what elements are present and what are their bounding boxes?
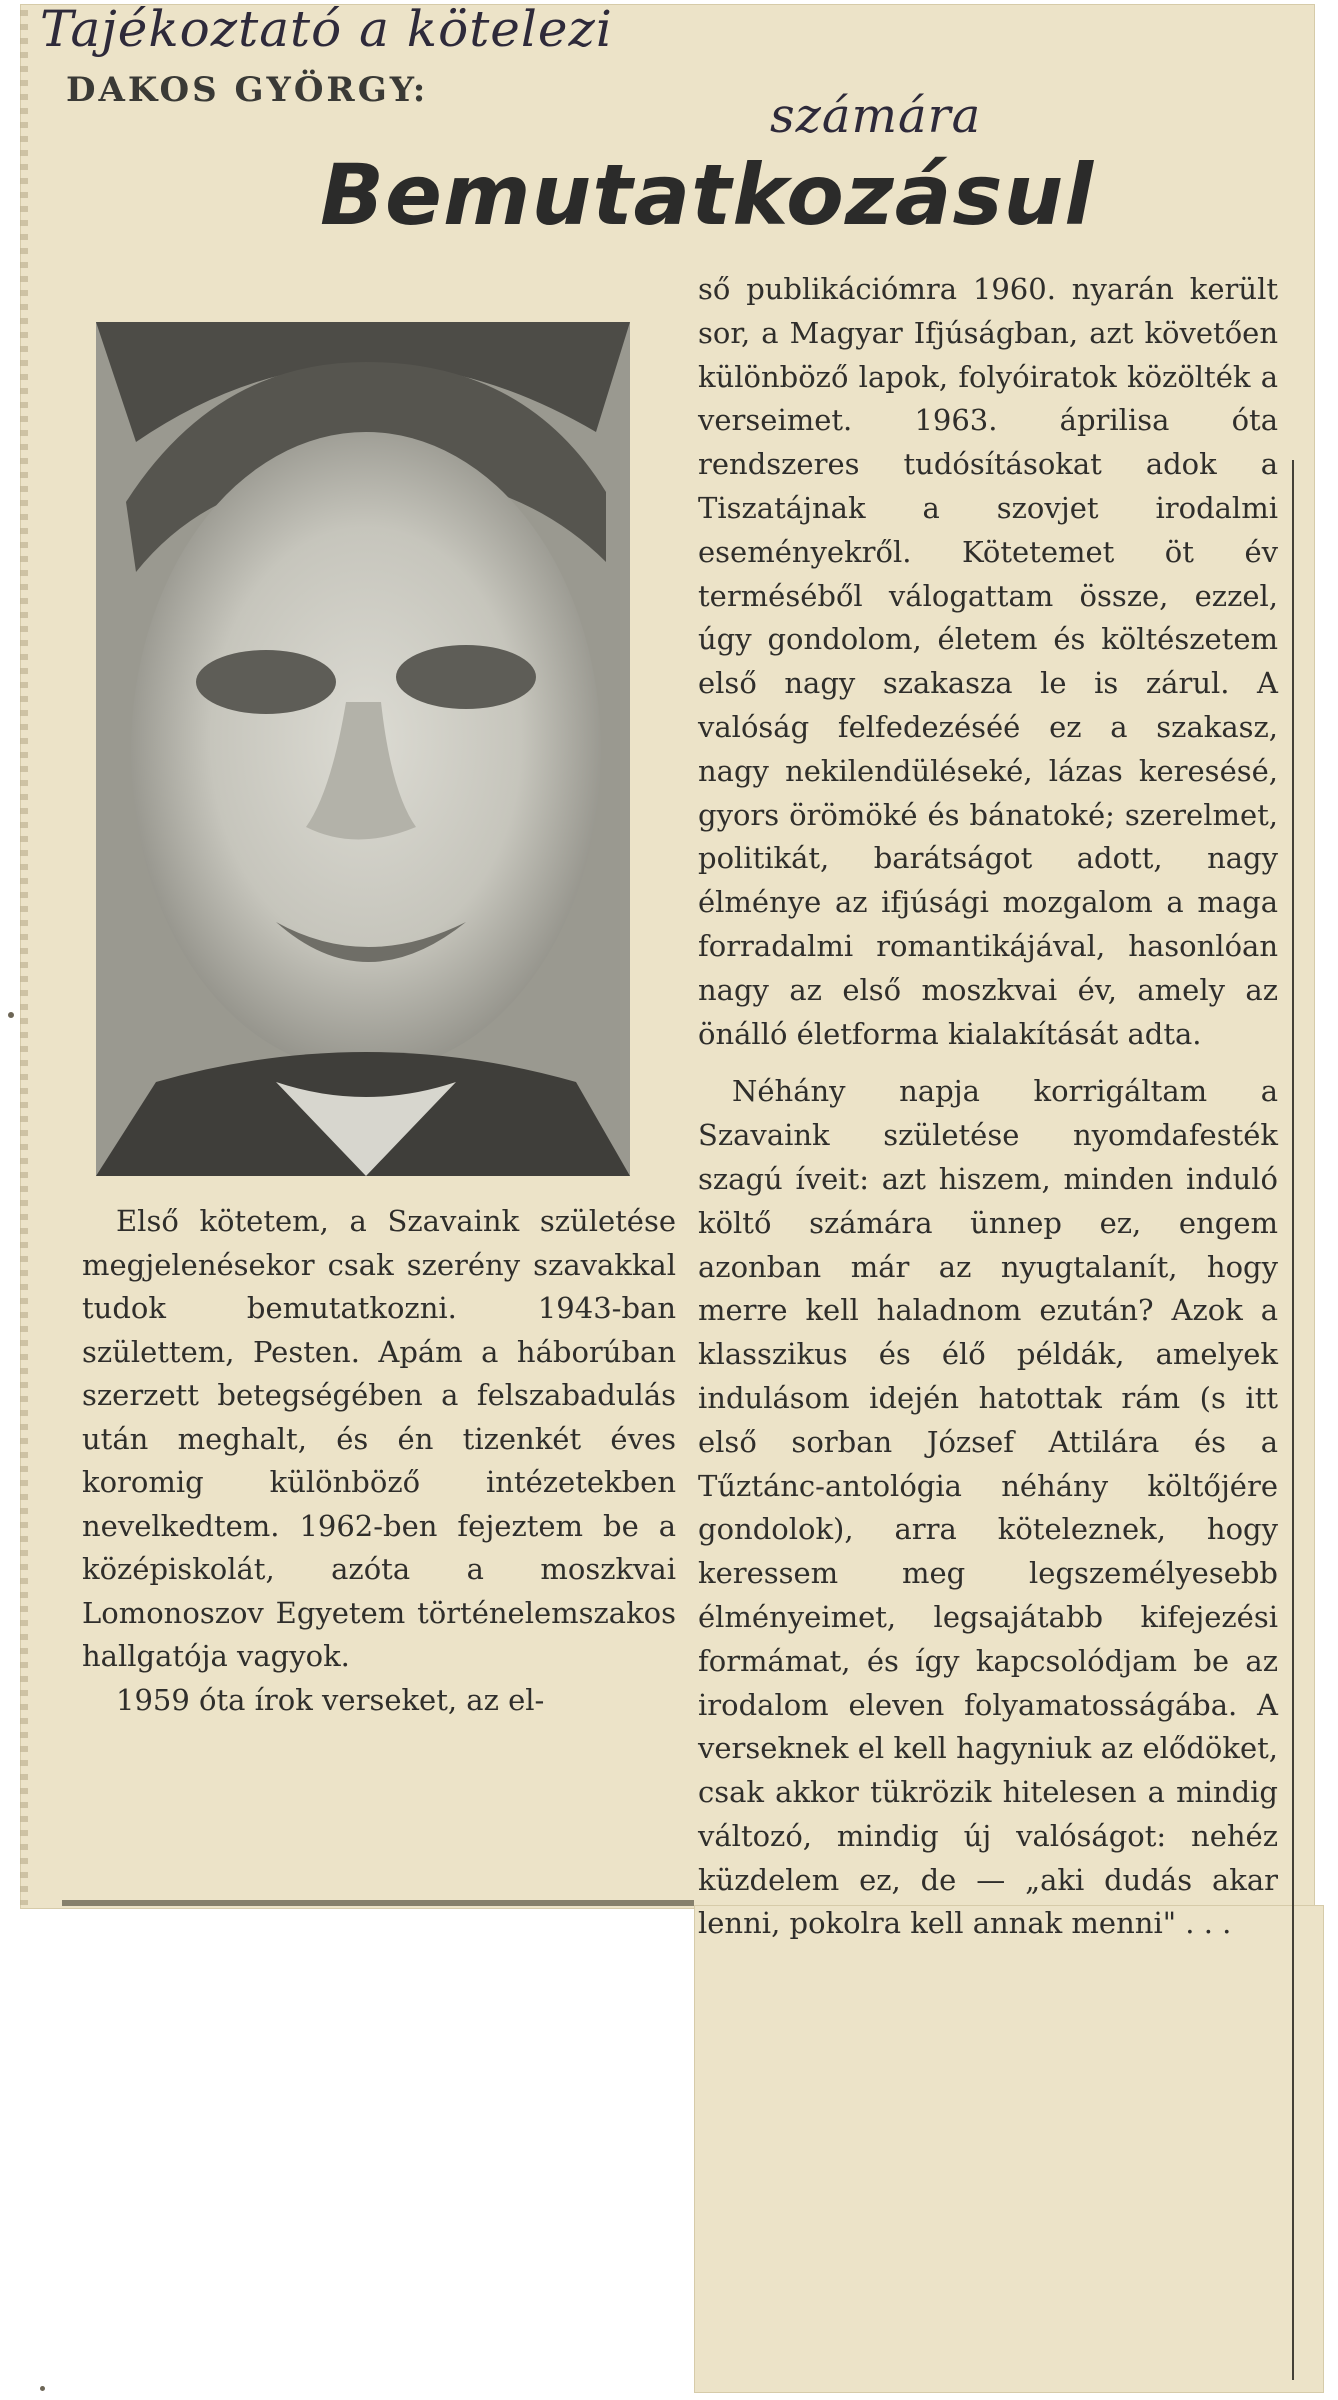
author-byline: DAKOS GYÖRGY: (66, 70, 429, 110)
portrait-image (96, 322, 630, 1176)
right-paragraph-1: ső publikációmra 1960. nyarán került sor, a Magyar Ifjúságban, azt követően különböző lapok, folyóiratok közölték a verseimet. 1963. áprilisa óta rendszeres tudósításokat adok a Tiszatájnak a szovjet irodalmi eseményekről. Kötetemet öt év terméséből válogattam össze, ezzel, úgy gondolom, életem és költészetem első nagy szakasza le is zárul. A valóság felfedezéséé ez a szakasz, nagy nekilendüléseké, lázas keresésé, gyors örömöké és bánatoké; szerelmet, politikát, barátságot adott, nagy élménye az ifjúsági mozgalom a maga forradalmi romantikájával, hasonlóan nagy az első moszkvai év, amely az önálló életforma kialakítását adta. (698, 272, 1278, 1051)
right-column (698, 268, 1278, 1946)
clipping-bottom-edge (62, 1900, 694, 1906)
column-rule-right (1292, 460, 1294, 2380)
left-paragraph-1: Első kötetem, a Szavaink születése megjelenésekor csak szerény szavakkal tudok bemutatkozni. 1943-ban születtem, Pesten. Apám a háborúban szerzett betegségében a felszabadulás után meghalt, és én tizenkét éves koromig különböző intézetekben nevelkedtem. 1962-ben fejeztem be a középiskolát, azóta a moszkvai Lomonoszov Egyetem történelemszakos hallgatója vagyok. (82, 1204, 676, 1673)
paper-speck (40, 2386, 45, 2391)
left-paragraph-2: 1959 óta írok verseket, az el- (116, 1682, 545, 1717)
clipping-right-tail (694, 1905, 1324, 2393)
paper-speck (8, 1012, 14, 1018)
paragraph-gap (698, 1056, 1278, 1070)
left-column (82, 1200, 676, 1722)
handwritten-note-line1: Tajékoztató a kötelezi (40, 0, 613, 58)
article-title: Bemutatkozásul (320, 146, 1095, 244)
handwritten-note-line2: számára (770, 88, 982, 144)
torn-left-edge (20, 10, 28, 1905)
portrait-photo (96, 322, 630, 1176)
right-paragraph-2: Néhány napja korrigáltam a Szavaink születése nyomdafesték szagú íveit: azt hiszem, minden induló költő számára ünnep ez, engem azonban már az nyugtalanít, hogy merre kell haladnom ezután? Azok a klasszikus és élő példák, amelyek indulásom idején hatottak rám (s itt első sorban József Attilára és a Tűztánc-antológia néhány költőjére gondolok), arra köteleznek, hogy keressem meg legszemélyesebb élményeimet, legsajátabb kifejezési formámat, és így kapcsolódjam be az irodalom eleven folyamatosságába. A verseknek el kell hagyniuk az elődöket, csak akkor tükrözik hitelesen a mindig változó, mindig új valóságot: nehéz küzdelem ez, de — „aki dudás akar lenni, pokolra kell annak menni" . . . (698, 1074, 1278, 1941)
